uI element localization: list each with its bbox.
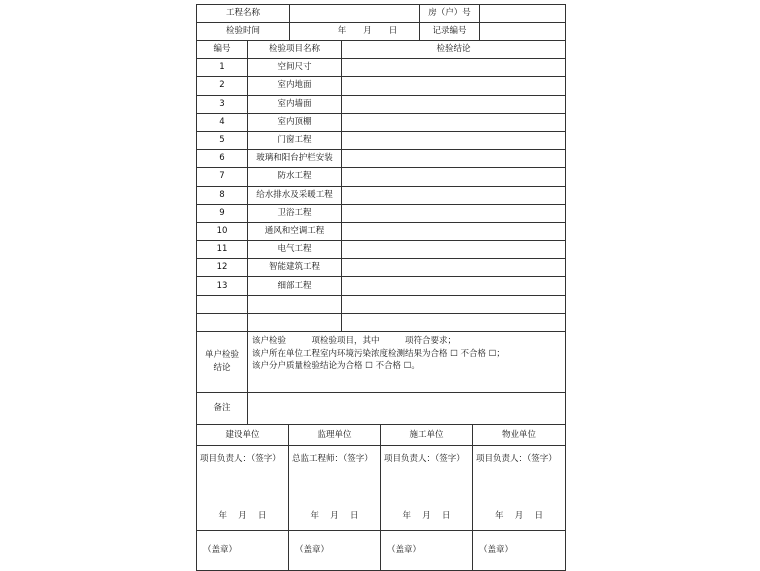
blank-row-cell: [197, 295, 248, 313]
signature-unit-label: 建设单位: [197, 425, 289, 446]
seal-label: （盖章）: [387, 545, 422, 555]
item-name: 室内地面: [248, 77, 342, 95]
item-row: [197, 277, 566, 295]
signature-date: 年 月 日: [310, 511, 359, 521]
item-no: 1: [197, 59, 248, 77]
conclusion-table: [196, 331, 566, 393]
conclusion-text: [248, 332, 566, 393]
item-name: 室内顶棚: [248, 113, 342, 131]
item-row: [197, 259, 566, 277]
item-no: 12: [197, 259, 248, 277]
item-row: [197, 186, 566, 204]
col-no-header: 编号: [197, 41, 248, 59]
col-conclusion-header: 检验结论: [342, 41, 566, 59]
item-no: 5: [197, 131, 248, 149]
blank-row-cell: [248, 313, 342, 331]
header-table: [196, 4, 566, 41]
responsible-signature-label: 项目负责人：（签字）: [476, 454, 557, 464]
remarks-label: 备注: [197, 393, 248, 425]
signature-unit-label: 物业单位: [473, 425, 566, 446]
item-row: [197, 241, 566, 259]
item-conclusion-field[interactable]: [342, 222, 566, 240]
item-conclusion-field[interactable]: [342, 59, 566, 77]
responsible-signature-label: 项目负责人：（签字）: [200, 454, 281, 464]
conclusion-line-1: 该户检验 项检验项目，其中 项符合要求；: [252, 336, 457, 346]
inspection-date-field[interactable]: 年 月 日: [290, 23, 420, 41]
item-name: 玻璃和阳台护栏安装: [248, 150, 342, 168]
room-no-label: 房（户）号: [420, 5, 480, 23]
item-conclusion-field[interactable]: [342, 277, 566, 295]
conclusion-label: 单户检验 结论: [197, 332, 248, 393]
item-no: 13: [197, 277, 248, 295]
conclusion-line-2: 该户所在单位工程室内环境污染浓度检测结果为合格 ☐ 不合格 ☐；: [252, 348, 505, 359]
signature-date: 年 月 日: [218, 511, 267, 521]
signature-block[interactable]: [289, 446, 381, 531]
item-conclusion-field[interactable]: [342, 168, 566, 186]
seal-label: （盖章）: [295, 545, 330, 555]
item-conclusion-field[interactable]: [342, 186, 566, 204]
remarks-table: [196, 392, 566, 425]
conclusion-line-3: 该户分户质量检验结论为合格 ☐ 不合格 ☐。: [252, 361, 420, 371]
seal-label: （盖章）: [203, 545, 238, 555]
signature-table: [196, 424, 566, 571]
signature-block[interactable]: [473, 446, 566, 531]
item-row: [197, 95, 566, 113]
item-no: 6: [197, 150, 248, 168]
item-name: 给水排水及采暖工程: [248, 186, 342, 204]
item-no: 8: [197, 186, 248, 204]
signature-date: 年 月 日: [495, 511, 543, 521]
item-name: 智能建筑工程: [248, 259, 342, 277]
blank-row-cell[interactable]: [342, 295, 566, 313]
item-no: 4: [197, 113, 248, 131]
seal-field[interactable]: [473, 531, 566, 571]
seal-label: （盖章）: [479, 545, 514, 555]
item-no: 9: [197, 204, 248, 222]
item-row: [197, 113, 566, 131]
item-name: 电气工程: [248, 241, 342, 259]
inspection-form: [196, 4, 565, 571]
record-no-label: 记录编号: [420, 23, 480, 41]
item-row: [197, 168, 566, 186]
seal-field[interactable]: [381, 531, 473, 571]
item-name: 细部工程: [248, 277, 342, 295]
responsible-signature-label: 项目负责人：（签字）: [384, 454, 465, 464]
signature-date: 年 月 日: [402, 511, 451, 521]
item-no: 10: [197, 222, 248, 240]
project-name-field[interactable]: [290, 5, 420, 23]
blank-row-cell[interactable]: [342, 313, 566, 331]
item-row: [197, 204, 566, 222]
blank-row-cell: [197, 313, 248, 331]
blank-row-cell: [248, 295, 342, 313]
item-conclusion-field[interactable]: [342, 150, 566, 168]
signature-unit-label: 监理单位: [289, 425, 381, 446]
item-row: [197, 77, 566, 95]
item-name: 卫浴工程: [248, 204, 342, 222]
item-no: 7: [197, 168, 248, 186]
item-no: 2: [197, 77, 248, 95]
item-conclusion-field[interactable]: [342, 259, 566, 277]
remarks-field[interactable]: [248, 393, 566, 425]
item-name: 防水工程: [248, 168, 342, 186]
seal-field[interactable]: [289, 531, 381, 571]
item-no: 11: [197, 241, 248, 259]
inspection-time-label: 检验时间: [197, 23, 290, 41]
item-conclusion-field[interactable]: [342, 95, 566, 113]
item-row: [197, 150, 566, 168]
item-conclusion-field[interactable]: [342, 77, 566, 95]
item-conclusion-field[interactable]: [342, 131, 566, 149]
signature-block[interactable]: [381, 446, 473, 531]
record-no-field[interactable]: [480, 23, 566, 41]
item-conclusion-field[interactable]: [342, 204, 566, 222]
item-row: [197, 222, 566, 240]
items-table: [196, 40, 566, 332]
col-item-header: 检验项目名称: [248, 41, 342, 59]
item-row: [197, 59, 566, 77]
item-conclusion-field[interactable]: [342, 241, 566, 259]
item-name: 门窗工程: [248, 131, 342, 149]
item-name: 通风和空调工程: [248, 222, 342, 240]
signature-unit-label: 施工单位: [381, 425, 473, 446]
responsible-signature-label: 总监工程师：（签字）: [292, 454, 373, 464]
item-name: 室内墙面: [248, 95, 342, 113]
project-name-label: 工程名称: [197, 5, 290, 23]
item-name: 空间尺寸: [248, 59, 342, 77]
item-no: 3: [197, 95, 248, 113]
seal-field[interactable]: [197, 531, 289, 571]
item-conclusion-field[interactable]: [342, 113, 566, 131]
room-no-field[interactable]: [480, 5, 566, 23]
signature-block[interactable]: [197, 446, 289, 531]
item-row: [197, 131, 566, 149]
